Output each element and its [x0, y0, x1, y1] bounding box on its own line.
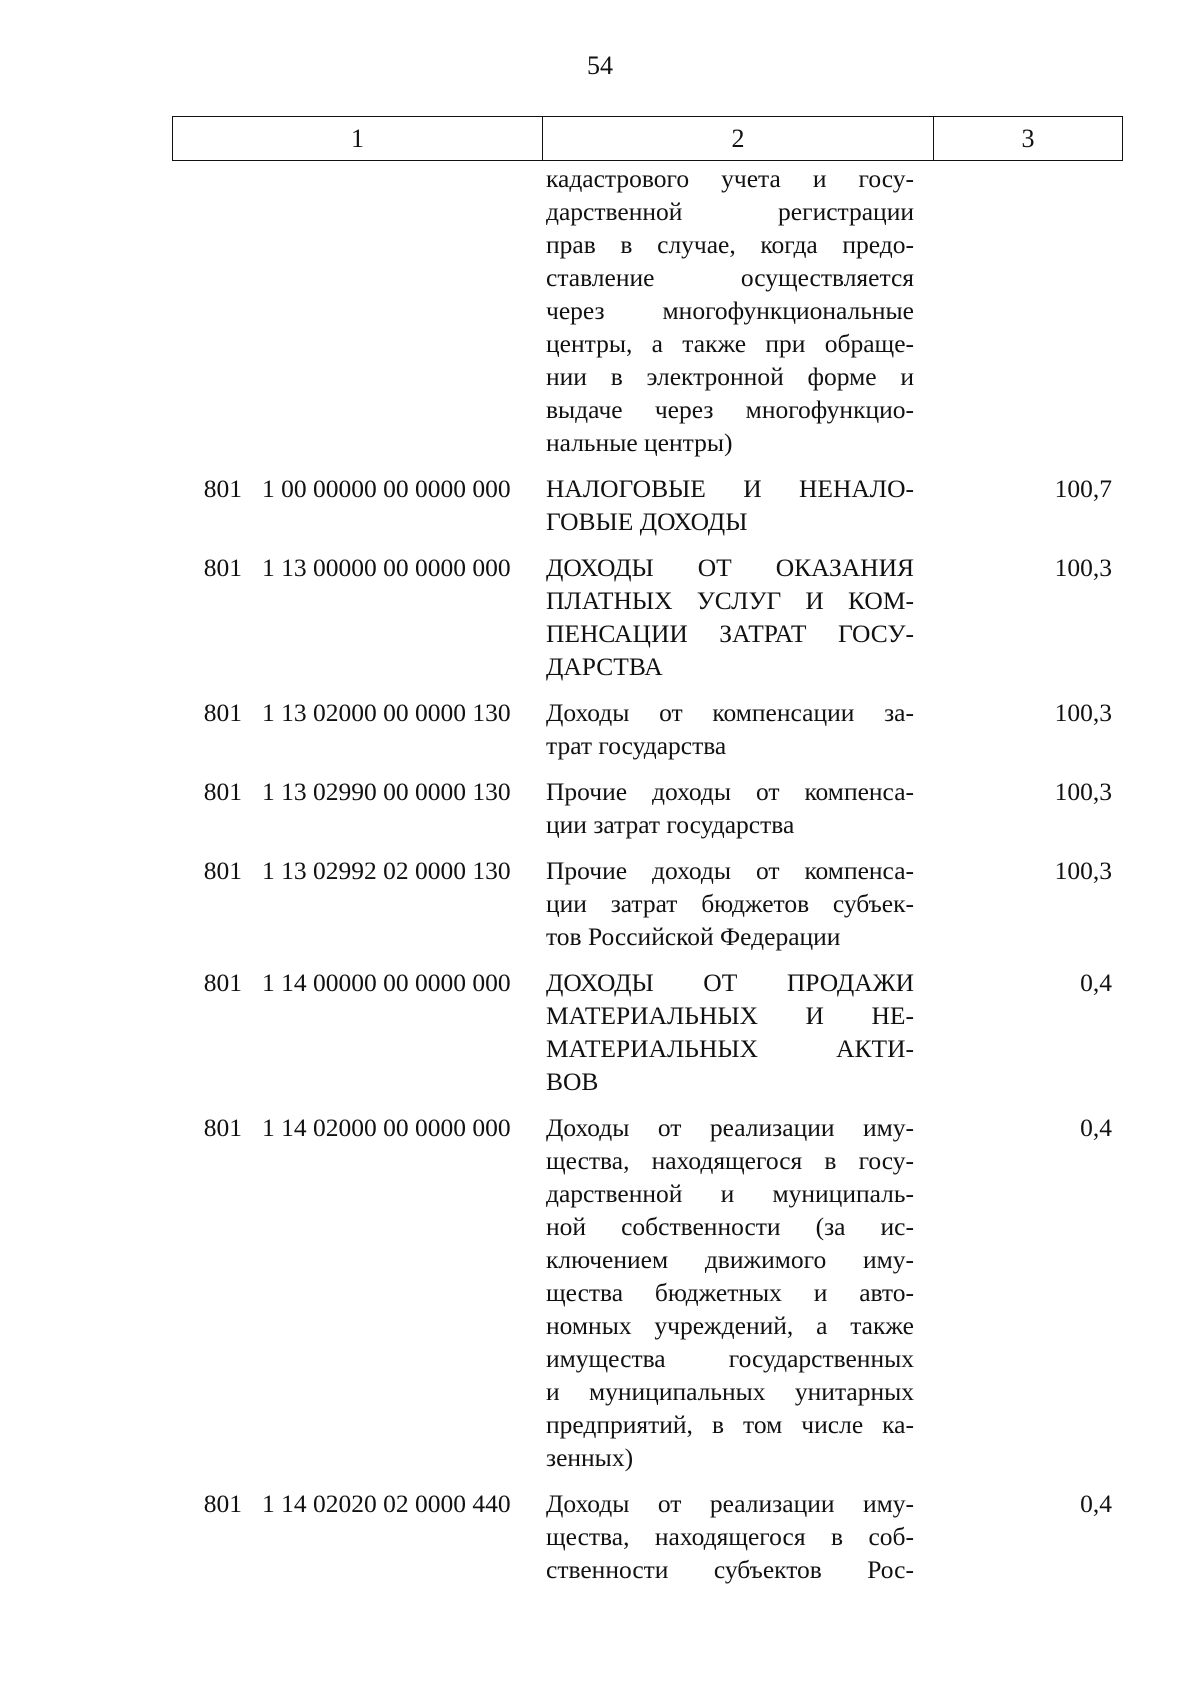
revenue-name — [534, 551, 914, 683]
revenue-name — [534, 1111, 914, 1474]
revenue-name — [534, 854, 914, 953]
revenue-code: 1 13 02000 00 0000 130 — [262, 698, 511, 727]
revenue-name-line: нии в электронной форме и — [546, 362, 914, 391]
revenue-name — [534, 775, 914, 841]
revenue-name-line: трат государства — [546, 731, 727, 760]
table-row — [172, 551, 1122, 683]
page-number: 54 — [587, 51, 613, 80]
table-row — [172, 162, 1122, 459]
table-row — [172, 775, 1122, 841]
revenue-code: 1 14 02020 02 0000 440 — [262, 1489, 511, 1518]
revenue-name-line: тов Российской Федерации — [546, 922, 841, 951]
revenue-code: 1 00 00000 00 0000 000 — [262, 474, 511, 503]
revenue-name-line: ВОВ — [546, 1067, 599, 1096]
revenue-name-line: ДАРСТВА — [546, 652, 663, 681]
admin-code: 801 — [203, 698, 242, 727]
revenue-name-line: ПЛАТНЫХ УСЛУГ И КОМ- — [546, 586, 914, 615]
column-header-3: 3 — [934, 117, 1123, 161]
table-row — [172, 472, 1122, 538]
column-header-row — [173, 117, 1123, 161]
revenue-name-line: и муниципальных унитарных — [546, 1377, 914, 1406]
revenue-name-line: зенных) — [546, 1443, 634, 1472]
admin-code: 801 — [203, 1489, 242, 1518]
revenue-name-line: Доходы от реализации иму- — [546, 1489, 914, 1518]
admin-code: 801 — [203, 474, 242, 503]
revenue-name-line: ставление осуществляется — [546, 263, 914, 292]
revenue-name-line: ключением движимого иму- — [546, 1245, 914, 1274]
table-row — [172, 696, 1122, 762]
revenue-name-line: ГОВЫЕ ДОХОДЫ — [546, 507, 748, 536]
revenue-name-line: ДОХОДЫ ОТ ОКАЗАНИЯ — [546, 553, 914, 582]
revenue-code: 1 13 02992 02 0000 130 — [262, 856, 511, 885]
revenue-name-line: дарственной и муниципаль- — [546, 1179, 914, 1208]
revenue-name-line: щества, находящегося в госу- — [546, 1146, 914, 1175]
revenue-name-line: имущества государственных — [546, 1344, 914, 1373]
revenue-name-line: щества, находящегося в соб- — [546, 1522, 914, 1551]
revenue-name-line: Доходы от компенсации за- — [546, 698, 914, 727]
revenue-code: 1 14 02000 00 0000 000 — [262, 1113, 511, 1142]
revenue-name-line: ственности субъектов Рос- — [546, 1555, 914, 1584]
revenue-name-line: нальные центры) — [546, 428, 733, 457]
revenue-name-line: ПЕНСАЦИИ ЗАТРАТ ГОСУ- — [546, 619, 914, 648]
amount-value: 100,7 — [1054, 474, 1112, 503]
revenue-name-line: выдаче через многофункцио- — [546, 395, 914, 424]
admin-code: 801 — [203, 1113, 242, 1142]
amount-value: 100,3 — [1054, 777, 1112, 806]
revenue-name-line: прав в случае, когда предо- — [546, 230, 914, 259]
revenue-name — [534, 966, 914, 1098]
revenue-name-line: ДОХОДЫ ОТ ПРОДАЖИ — [546, 968, 914, 997]
table-body — [172, 162, 1122, 1599]
revenue-name-line: через многофункциональные — [546, 296, 914, 325]
admin-code: 801 — [203, 968, 242, 997]
revenue-name-line: предприятий, в том числе ка- — [546, 1410, 914, 1439]
amount-value: 0,4 — [1080, 1489, 1112, 1518]
amount-value: 0,4 — [1080, 1113, 1112, 1142]
revenue-name-line: Прочие доходы от компенса- — [546, 777, 914, 806]
revenue-name-line: ции затрат государства — [546, 810, 795, 839]
revenue-name — [534, 472, 914, 538]
table-row — [172, 1487, 1122, 1586]
table-row — [172, 1111, 1122, 1474]
column-header-1: 1 — [173, 117, 543, 161]
revenue-name — [534, 162, 914, 459]
revenue-name-line: МАТЕРИАЛЬНЫХ И НЕ- — [546, 1001, 914, 1030]
revenue-name-line: центры, а также при обраще- — [546, 329, 914, 358]
revenue-code: 1 13 02990 00 0000 130 — [262, 777, 511, 806]
revenue-name-line: щества бюджетных и авто- — [546, 1278, 914, 1307]
revenue-name-line: ции затрат бюджетов субъек- — [546, 889, 914, 918]
revenue-code: 1 13 00000 00 0000 000 — [262, 553, 511, 582]
admin-code: 801 — [203, 856, 242, 885]
amount-value: 100,3 — [1054, 698, 1112, 727]
amount-value: 0,4 — [1080, 968, 1112, 997]
revenue-name — [534, 696, 914, 762]
revenue-name-line: МАТЕРИАЛЬНЫХ АКТИ- — [546, 1034, 914, 1063]
revenue-name-line: кадастрового учета и госу- — [546, 164, 914, 193]
amount-value — [914, 162, 1122, 459]
admin-code — [172, 162, 242, 459]
revenue-name-line: номных учреждений, а также — [546, 1311, 914, 1340]
table-row — [172, 966, 1122, 1098]
table-row — [172, 854, 1122, 953]
revenue-name-line: дарственной регистрации — [546, 197, 914, 226]
revenue-name-line: НАЛОГОВЫЕ И НЕНАЛО- — [546, 474, 914, 503]
revenue-name — [534, 1487, 914, 1586]
revenue-code — [242, 162, 534, 459]
revenue-name-line: Доходы от реализации иму- — [546, 1113, 914, 1142]
amount-value: 100,3 — [1054, 856, 1112, 885]
revenue-code: 1 14 00000 00 0000 000 — [262, 968, 511, 997]
admin-code: 801 — [203, 777, 242, 806]
admin-code: 801 — [203, 553, 242, 582]
column-header-table — [172, 116, 1123, 161]
amount-value: 100,3 — [1054, 553, 1112, 582]
column-header-2: 2 — [543, 117, 934, 161]
revenue-name-line: Прочие доходы от компенса- — [546, 856, 914, 885]
revenue-name-line: ной собственности (за ис- — [546, 1212, 914, 1241]
